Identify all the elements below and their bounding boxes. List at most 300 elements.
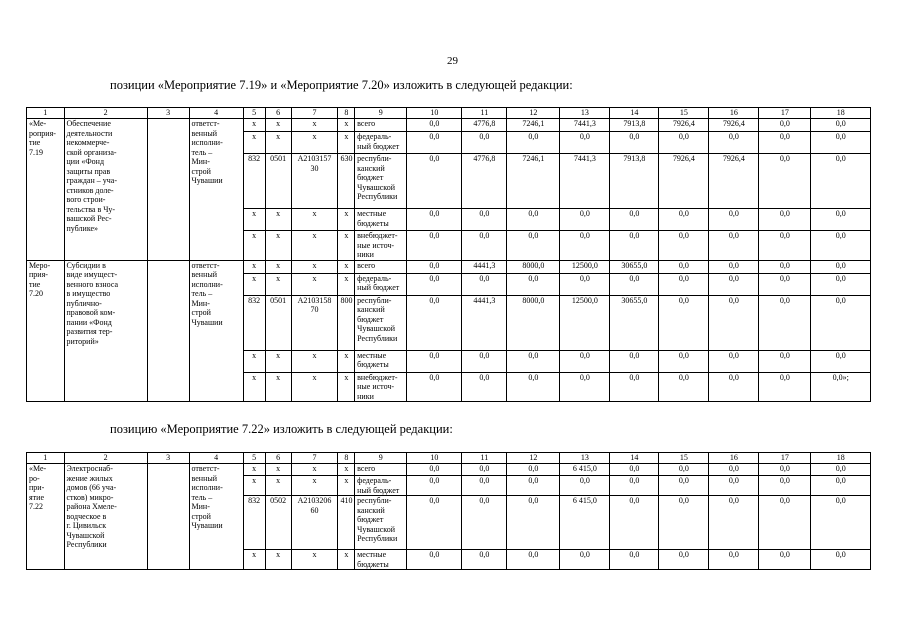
amount-value: 8000,0 (507, 295, 560, 350)
column-number: 16 (709, 453, 759, 464)
amount-value: 0,0 (811, 231, 871, 261)
measure-7-19-title-line: стников доле- (66, 185, 114, 195)
target-article-code: А2103157 30 (291, 154, 338, 209)
measure-7-20-title (64, 260, 147, 402)
amount-value: 0,0 (759, 231, 811, 261)
amount-value: 30655,0 (610, 260, 659, 273)
amount-value: 0,0 (610, 350, 659, 372)
amount-value: 0,0 (560, 550, 610, 570)
column-number: 15 (659, 108, 709, 119)
measure-7-22-row (27, 464, 871, 476)
amount-value: 0,0 (759, 209, 811, 231)
amount-value: 0,0»; (811, 372, 871, 402)
measures-table-7-22 (26, 452, 871, 570)
amount-value: 7913,8 (610, 119, 659, 132)
section-code: 0502 (265, 496, 291, 550)
measures-table-7-19-7-20 (26, 107, 871, 402)
section-code: 0501 (265, 295, 291, 350)
grbs-code: x (243, 464, 265, 476)
measure-7-22-title-line: Республики (66, 540, 107, 549)
measure-7-22-empty-col3 (147, 464, 189, 570)
amount-value: 0,0 (759, 154, 811, 209)
section-code: x (265, 260, 291, 273)
amount-value: 0,0 (462, 273, 507, 295)
amount-value: 0,0 (811, 550, 871, 570)
column-number: 18 (811, 108, 871, 119)
measure-7-22-executor-line: ответст- (191, 464, 220, 473)
amount-value: 0,0 (407, 273, 462, 295)
column-number: 3 (147, 108, 189, 119)
column-number: 14 (610, 453, 659, 464)
measure-7-20-row (27, 260, 871, 273)
amount-value: 0,0 (462, 209, 507, 231)
column-number: 15 (659, 453, 709, 464)
column-number: 17 (759, 108, 811, 119)
amount-value: 0,0 (709, 209, 759, 231)
measure-7-22-number (27, 464, 65, 570)
amount-value: 0,0 (407, 372, 462, 402)
amount-value: 7441,3 (560, 154, 610, 209)
funding-source: местные бюджеты (355, 350, 407, 372)
column-number: 6 (265, 108, 291, 119)
measure-7-20-title-line: риторий» (66, 336, 99, 346)
measure-7-19-number-line: роприя- (29, 128, 56, 138)
target-article-code: x (291, 132, 338, 154)
expense-type-code: x (338, 464, 355, 476)
grbs-code: x (243, 550, 265, 570)
section-code: x (265, 476, 291, 496)
amount-value: 0,0 (507, 464, 560, 476)
amount-value: 12500,0 (560, 260, 610, 273)
measure-7-22-number-line: 7.22 (29, 502, 43, 511)
amount-value: 0,0 (659, 295, 709, 350)
amount-value: 0,0 (507, 132, 560, 154)
measure-7-20-executor-line: тель – (191, 289, 213, 298)
measure-7-19-title-line: ции «Фонд (66, 157, 105, 166)
target-article-code: А2103206 60 (291, 496, 338, 550)
amount-value: 0,0 (659, 464, 709, 476)
measure-7-22-number-line: «Ме- (29, 464, 47, 473)
amount-value: 0,0 (759, 372, 811, 402)
expense-type-code: x (338, 119, 355, 132)
section-heading-7-22: позицию «Мероприятие 7.22» изложить в следующей редакции: (110, 422, 453, 436)
amount-value: 8000,0 (507, 260, 560, 273)
column-number: 16 (709, 108, 759, 119)
section-code: x (265, 372, 291, 402)
amount-value: 0,0 (610, 132, 659, 154)
measure-7-19-title-line: некоммерче- (66, 138, 110, 147)
amount-value: 0,0 (811, 496, 871, 550)
amount-value: 0,0 (659, 496, 709, 550)
amount-value: 0,0 (560, 476, 610, 496)
amount-value: 12500,0 (560, 295, 610, 350)
column-number: 9 (355, 108, 407, 119)
funding-source: местные бюджеты (355, 550, 407, 570)
measure-7-20-executor-line: исполни- (191, 279, 223, 289)
amount-value: 6 415,0 (560, 496, 610, 550)
target-article-code: x (291, 550, 338, 570)
column-number: 7 (291, 108, 338, 119)
measure-7-22-number-line: при- (29, 483, 45, 492)
amount-value: 0,0 (507, 209, 560, 231)
amount-value: 7926,4 (709, 119, 759, 132)
column-number: 2 (64, 453, 147, 464)
amount-value: 0,0 (659, 350, 709, 372)
amount-value: 0,0 (407, 295, 462, 350)
amount-value: 0,0 (709, 260, 759, 273)
section-code: 0501 (265, 154, 291, 209)
section-code: x (265, 119, 291, 132)
amount-value: 0,0 (811, 476, 871, 496)
measure-7-20-executor-line: Мин- (191, 298, 210, 308)
amount-value: 0,0 (507, 231, 560, 261)
amount-value: 7926,4 (659, 119, 709, 132)
grbs-code: x (243, 476, 265, 496)
amount-value: 0,0 (610, 231, 659, 261)
grbs-code: x (243, 350, 265, 372)
amount-value: 4776,8 (462, 154, 507, 209)
target-article-code: x (291, 209, 338, 231)
section-code: x (265, 273, 291, 295)
column-number: 5 (243, 108, 265, 119)
column-number: 11 (462, 453, 507, 464)
amount-value: 0,0 (507, 372, 560, 402)
measure-7-19-executor-line: венный (191, 128, 218, 138)
amount-value: 0,0 (811, 350, 871, 372)
measure-7-20-title-line: пании «Фонд (66, 317, 112, 327)
funding-source: федераль-ный бюджет (355, 273, 407, 295)
funding-source: местные бюджеты (355, 209, 407, 231)
amount-value: 7246,1 (507, 154, 560, 209)
measure-7-20-title-line: в имущество (66, 289, 111, 298)
amount-value: 0,0 (610, 464, 659, 476)
amount-value: 0,0 (811, 209, 871, 231)
measure-7-20-executor-line: ответст- (191, 260, 220, 270)
amount-value: 0,0 (709, 550, 759, 570)
measure-7-19-empty-col3 (147, 119, 189, 261)
measure-7-19-title-line: граждан – уча- (66, 176, 117, 185)
measure-7-22-executor-line: венный (191, 473, 218, 483)
measure-7-19-title-line: вого строи- (66, 195, 106, 204)
column-number: 17 (759, 453, 811, 464)
measure-7-20-empty-col3 (147, 260, 189, 402)
amount-value: 0,0 (462, 372, 507, 402)
target-article-code: x (291, 476, 338, 496)
amount-value: 0,0 (709, 476, 759, 496)
measure-7-22-title-line: Чувашской (66, 530, 105, 540)
amount-value: 0,0 (610, 372, 659, 402)
amount-value: 0,0 (407, 154, 462, 209)
amount-value: 0,0 (659, 273, 709, 295)
column-number: 9 (355, 453, 407, 464)
amount-value: 0,0 (759, 295, 811, 350)
amount-value: 0,0 (659, 260, 709, 273)
funding-source: всего (355, 119, 407, 132)
measure-7-22-executor-line: тель – (191, 492, 213, 502)
measure-7-20-number (27, 260, 65, 402)
target-article-code: x (291, 350, 338, 372)
amount-value: 0,0 (407, 550, 462, 570)
measure-7-20-number-line: прия- (29, 270, 48, 279)
amount-value: 0,0 (811, 260, 871, 273)
amount-value: 7246,1 (507, 119, 560, 132)
amount-value: 0,0 (811, 295, 871, 350)
measure-7-19-title-line: деятельности (66, 128, 113, 138)
measure-7-19-title-line: публике» (66, 223, 99, 233)
amount-value: 0,0 (407, 260, 462, 273)
column-number: 12 (507, 108, 560, 119)
expense-type-code: x (338, 273, 355, 295)
column-number: 13 (560, 453, 610, 464)
amount-value: 0,0 (659, 476, 709, 496)
column-number: 1 (27, 453, 65, 464)
amount-value: 0,0 (507, 273, 560, 295)
measure-7-22-executor (189, 464, 243, 570)
measure-7-22-title-line: Электроснаб- (66, 464, 113, 473)
grbs-code: 832 (243, 496, 265, 550)
section-code: x (265, 350, 291, 372)
amount-value: 0,0 (759, 550, 811, 570)
amount-value: 0,0 (709, 372, 759, 402)
measure-7-19-title-line: вашской Рес- (66, 214, 112, 223)
measure-7-20-number-line: тие (29, 279, 41, 289)
column-number: 11 (462, 108, 507, 119)
amount-value: 0,0 (759, 273, 811, 295)
amount-value: 0,0 (407, 209, 462, 231)
column-number: 13 (560, 108, 610, 119)
grbs-code: x (243, 132, 265, 154)
measure-7-19-executor-line: Чувашии (191, 176, 223, 185)
column-number: 7 (291, 453, 338, 464)
expense-type-code: 410 (338, 496, 355, 550)
amount-value: 0,0 (811, 154, 871, 209)
column-number: 6 (265, 453, 291, 464)
measure-7-20-title-line: виде имущест- (66, 270, 118, 279)
funding-source: внебюджет-ные источ-ники (355, 372, 407, 402)
target-article-code: x (291, 231, 338, 261)
grbs-code: 832 (243, 154, 265, 209)
funding-source: внебюджет-ные источ-ники (355, 231, 407, 261)
amount-value: 0,0 (811, 119, 871, 132)
amount-value: 7441,3 (560, 119, 610, 132)
amount-value: 0,0 (462, 496, 507, 550)
amount-value: 7926,4 (709, 154, 759, 209)
amount-value: 0,0 (709, 132, 759, 154)
amount-value: 0,0 (759, 119, 811, 132)
amount-value: 0,0 (560, 132, 610, 154)
column-number: 14 (610, 108, 659, 119)
amount-value: 0,0 (560, 209, 610, 231)
expense-type-code: x (338, 260, 355, 273)
measure-7-19-number (27, 119, 65, 261)
amount-value: 0,0 (407, 132, 462, 154)
section-code: x (265, 550, 291, 570)
column-number: 3 (147, 453, 189, 464)
amount-value: 0,0 (811, 464, 871, 476)
section-heading-7-19-7-20: позиции «Мероприятие 7.19» и «Мероприятие 7.20» изложить в следующей редакции: (110, 78, 573, 92)
measure-7-20-title-line: развития тер- (66, 327, 113, 336)
measure-7-20-title-line: публично- (66, 298, 102, 308)
measure-7-19-number-line: «Ме- (29, 119, 47, 128)
target-article-code: x (291, 273, 338, 295)
amount-value: 4441,3 (462, 295, 507, 350)
measure-7-19-executor-line: Мин- (191, 157, 210, 166)
amount-value: 0,0 (407, 350, 462, 372)
measure-7-22-title-line: жение жилых (66, 473, 113, 483)
measure-7-19-executor-line: исполни- (191, 138, 223, 147)
target-article-code: x (291, 119, 338, 132)
grbs-code: x (243, 231, 265, 261)
amount-value: 0,0 (462, 550, 507, 570)
column-number: 4 (189, 108, 243, 119)
column-number: 10 (407, 108, 462, 119)
measure-7-19-number-line: тие (29, 138, 41, 147)
funding-source: республи-канский бюджет Чувашской Республики (355, 295, 407, 350)
amount-value: 0,0 (407, 119, 462, 132)
section-code: x (265, 231, 291, 261)
amount-value: 0,0 (462, 350, 507, 372)
amount-value: 0,0 (610, 209, 659, 231)
measure-7-19-row (27, 119, 871, 132)
amount-value: 0,0 (462, 464, 507, 476)
amount-value: 0,0 (709, 273, 759, 295)
amount-value: 0,0 (507, 476, 560, 496)
expense-type-code: x (338, 550, 355, 570)
measure-7-19-title-line: защиты прав (66, 166, 111, 176)
amount-value: 4441,3 (462, 260, 507, 273)
measure-7-22-title-line: района Хмеле- (66, 502, 117, 511)
target-article-code: x (291, 372, 338, 402)
column-number: 8 (338, 453, 355, 464)
target-article-code: x (291, 260, 338, 273)
column-number: 18 (811, 453, 871, 464)
amount-value: 7926,4 (659, 154, 709, 209)
column-number: 8 (338, 108, 355, 119)
measure-7-20-title-line: Субсидии в (66, 260, 106, 270)
amount-value: 0,0 (659, 231, 709, 261)
amount-value: 0,0 (462, 132, 507, 154)
amount-value: 0,0 (407, 464, 462, 476)
funding-source: федераль-ный бюджет (355, 132, 407, 154)
column-number: 4 (189, 453, 243, 464)
amount-value: 0,0 (610, 273, 659, 295)
grbs-code: x (243, 260, 265, 273)
column-number-row (27, 453, 871, 464)
funding-source: всего (355, 260, 407, 273)
amount-value: 7913,8 (610, 154, 659, 209)
amount-value: 0,0 (759, 464, 811, 476)
grbs-code: x (243, 209, 265, 231)
measure-7-20-executor-line: строй (191, 308, 211, 317)
amount-value: 0,0 (462, 231, 507, 261)
measure-7-22-title-line: домов (66 уча- (66, 483, 117, 492)
measure-7-19-title (64, 119, 147, 261)
funding-source: республи-канский бюджет Чувашской Республики (355, 496, 407, 550)
amount-value: 0,0 (560, 350, 610, 372)
measure-7-22-executor-line: Чувашии (191, 521, 223, 530)
expense-type-code: x (338, 372, 355, 402)
page-number: 29 (447, 55, 458, 67)
amount-value: 0,0 (659, 132, 709, 154)
amount-value: 0,0 (560, 372, 610, 402)
amount-value: 0,0 (507, 350, 560, 372)
amount-value: 0,0 (709, 295, 759, 350)
amount-value: 0,0 (709, 231, 759, 261)
column-number: 12 (507, 453, 560, 464)
expense-type-code: x (338, 231, 355, 261)
amount-value: 0,0 (610, 550, 659, 570)
expense-type-code: 800 (338, 295, 355, 350)
measure-7-19-executor-line: тель – (191, 147, 213, 157)
column-number-row (27, 108, 871, 119)
column-number: 1 (27, 108, 65, 119)
measure-7-22-executor-line: строй (191, 511, 211, 521)
amount-value: 0,0 (407, 231, 462, 261)
amount-value: 0,0 (709, 350, 759, 372)
measure-7-22-executor-line: исполни- (191, 483, 223, 492)
measure-7-19-executor (189, 119, 243, 261)
target-article-code: x (291, 464, 338, 476)
amount-value: 0,0 (407, 496, 462, 550)
funding-source: всего (355, 464, 407, 476)
amount-value: 0,0 (709, 464, 759, 476)
amount-value: 0,0 (811, 273, 871, 295)
expense-type-code: x (338, 350, 355, 372)
amount-value: 0,0 (560, 231, 610, 261)
measure-7-19-executor-line: строй (191, 166, 211, 176)
amount-value: 0,0 (759, 476, 811, 496)
measure-7-22-title-line: стков) микро- (66, 492, 114, 502)
amount-value: 0,0 (560, 273, 610, 295)
measure-7-19-title-line: тельства в Чу- (66, 204, 116, 214)
measure-7-20-executor (189, 260, 243, 402)
measure-7-22-number-line: ро- (29, 473, 40, 483)
amount-value: 4776,8 (462, 119, 507, 132)
target-article-code: А2103158 70 (291, 295, 338, 350)
amount-value: 0,0 (610, 476, 659, 496)
measure-7-22-title-line: г. Цивильск (66, 521, 107, 530)
amount-value: 0,0 (659, 550, 709, 570)
amount-value: 0,0 (759, 496, 811, 550)
amount-value: 0,0 (759, 260, 811, 273)
grbs-code: x (243, 119, 265, 132)
measure-7-22-executor-line: Мин- (191, 502, 210, 511)
measure-7-20-number-line: Меро- (29, 260, 51, 270)
measure-7-19-number-line: 7.19 (29, 147, 43, 157)
amount-value: 0,0 (659, 372, 709, 402)
amount-value: 0,0 (462, 476, 507, 496)
funding-source: федераль-ный бюджет (355, 476, 407, 496)
measure-7-20-executor-line: Чувашии (191, 317, 223, 327)
measure-7-19-title-line: Обеспечение (66, 119, 111, 128)
measure-7-22-title (64, 464, 147, 570)
grbs-code: 832 (243, 295, 265, 350)
expense-type-code: 630 (338, 154, 355, 209)
column-number: 10 (407, 453, 462, 464)
amount-value: 0,0 (507, 550, 560, 570)
amount-value: 0,0 (407, 476, 462, 496)
amount-value: 0,0 (659, 209, 709, 231)
amount-value: 0,0 (507, 496, 560, 550)
measure-7-20-number-line: 7.20 (29, 289, 43, 298)
grbs-code: x (243, 372, 265, 402)
column-number: 2 (64, 108, 147, 119)
amount-value: 30655,0 (610, 295, 659, 350)
amount-value: 0,0 (610, 496, 659, 550)
amount-value: 0,0 (709, 496, 759, 550)
expense-type-code: x (338, 476, 355, 496)
amount-value: 6 415,0 (560, 464, 610, 476)
